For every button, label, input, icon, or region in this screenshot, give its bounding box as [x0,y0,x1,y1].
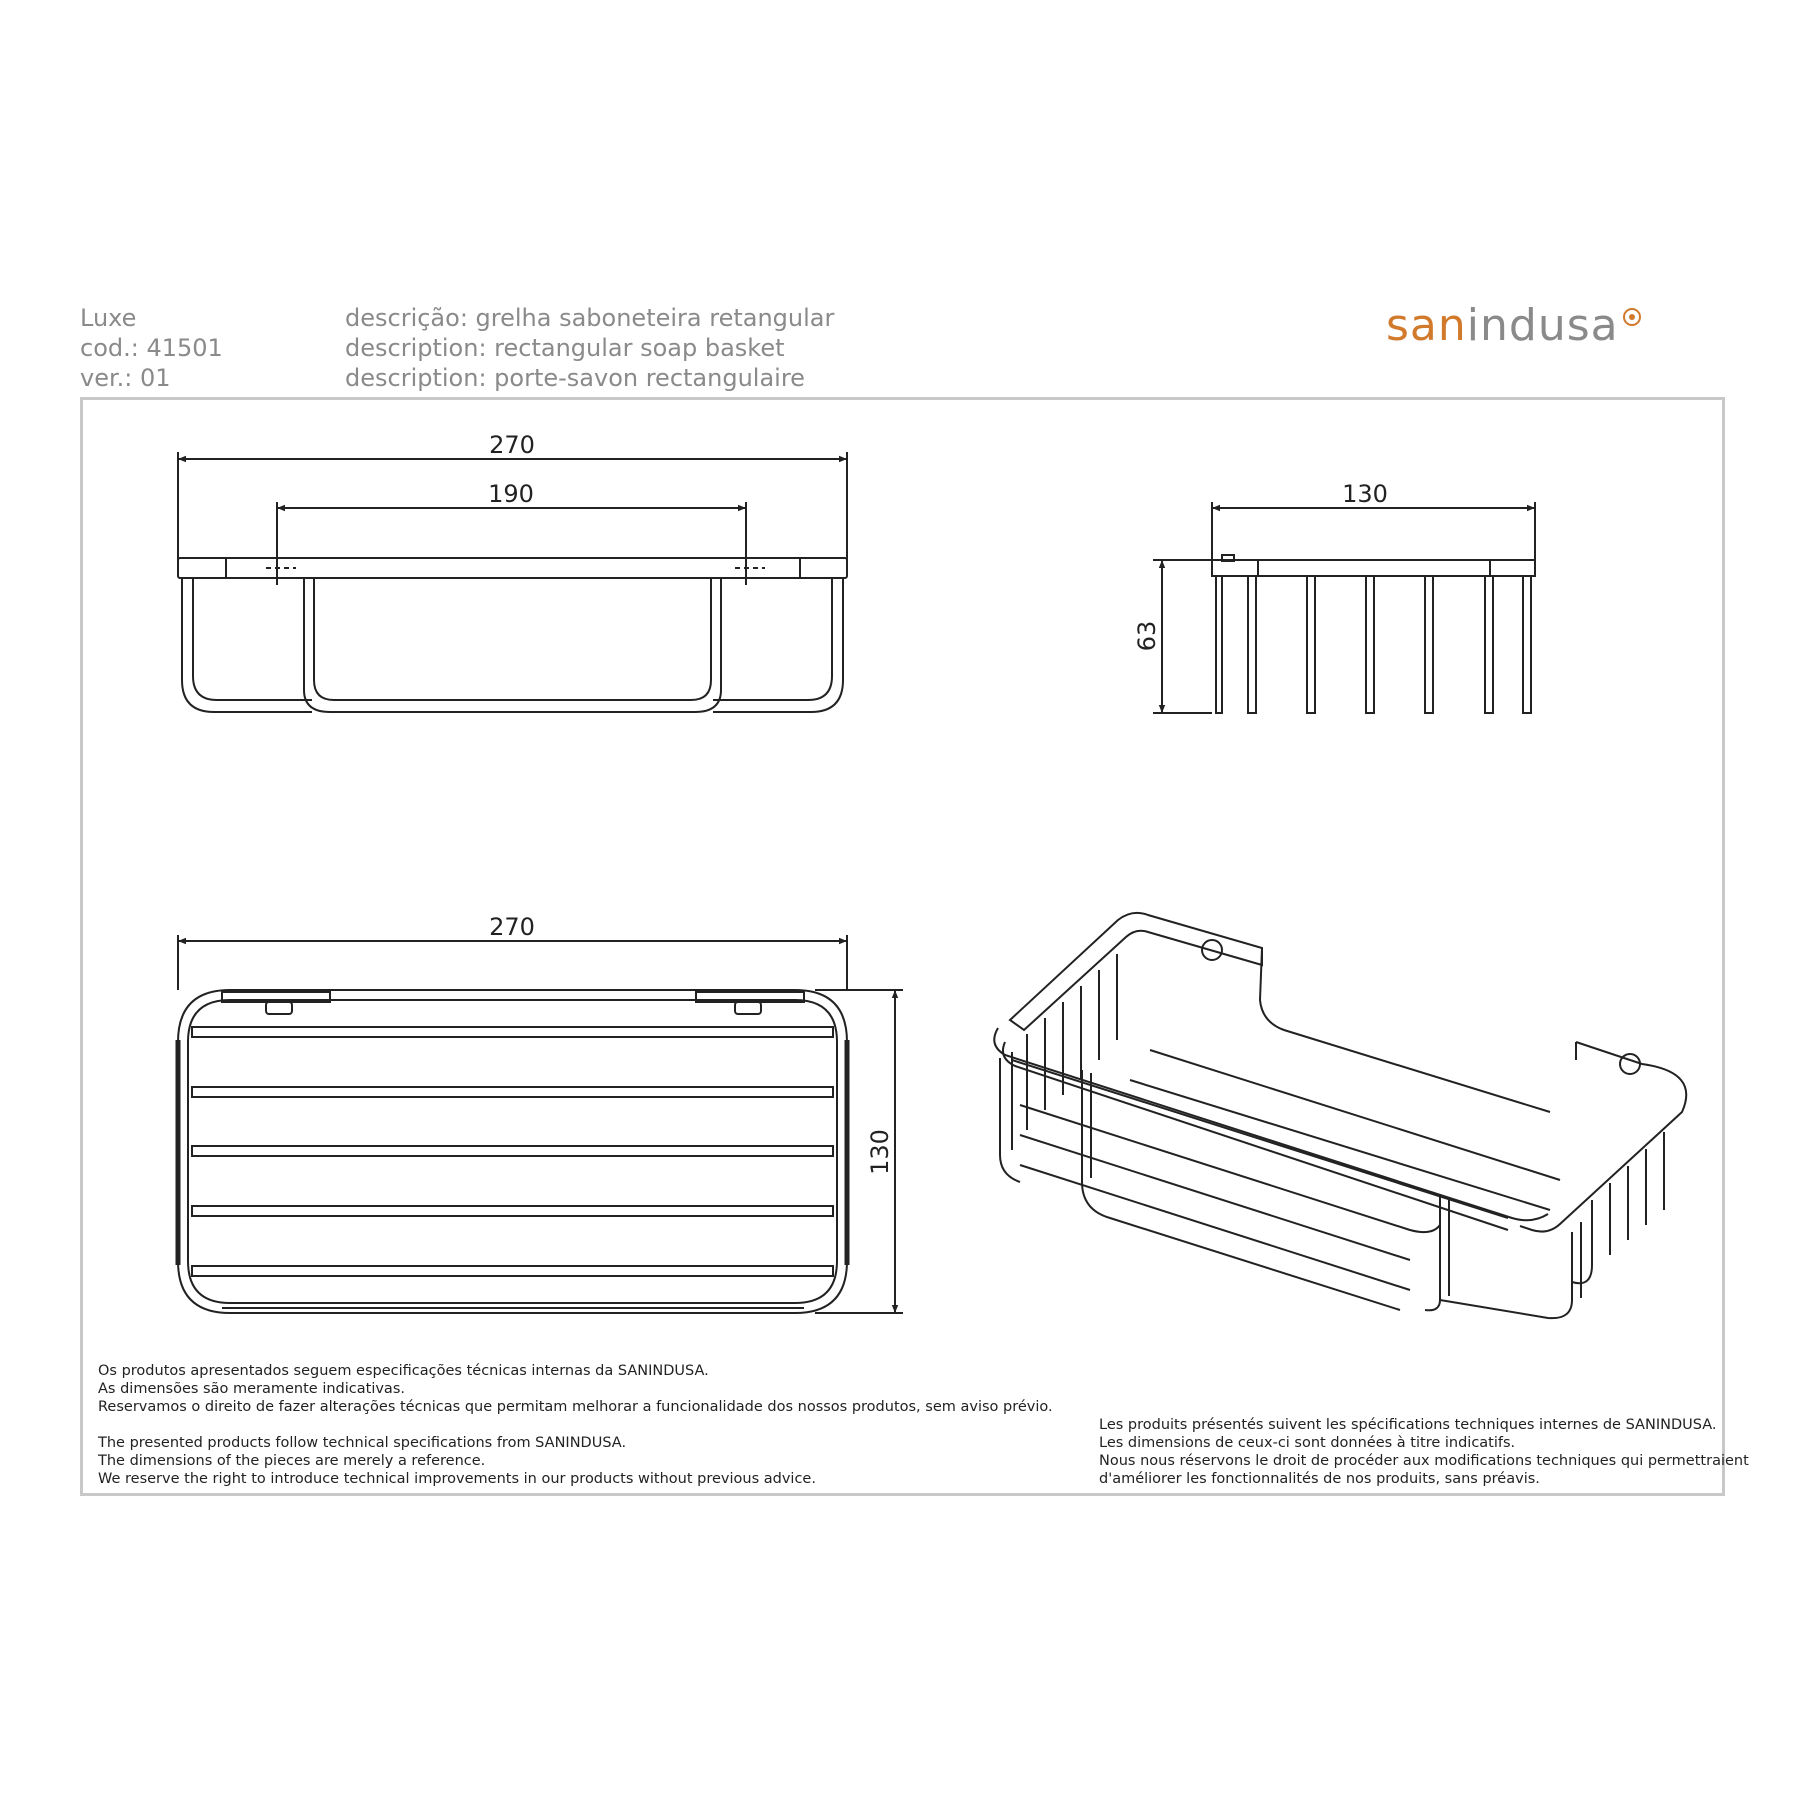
logo-indusa: indusa [1466,300,1619,351]
note-fr-1: Les produits présentés suivent les spécifications techniques internes de SANINDUSA. [1099,1417,1717,1433]
dim-top-depth: 130 [866,1129,894,1175]
isometric-view [994,913,1686,1318]
description-pt: descrição: grelha saboneteira retangular [345,304,835,332]
top-view [178,935,903,1313]
note-fr-2: Les dimensions de ceux-ci sont données à titre indicatifs. [1099,1435,1516,1451]
note-pt-3: Reservamos o direito de fazer alterações técnicas que permitam melhorar a funcionalidade dos nossos produtos, sem aviso prévio. [98,1399,1053,1415]
product-version: ver.: 01 [80,364,171,392]
note-en-1: The presented products follow technical specifications from SANINDUSA. [98,1435,627,1451]
product-code: cod.: 41501 [80,334,223,362]
notes-fr [1099,1416,1749,1488]
side-view [1153,502,1535,713]
note-pt-1: Os produtos apresentados seguem especificações técnicas internas da SANINDUSA. [98,1363,709,1379]
note-fr-3: Nous nous réservons le droit de procéder aux modifications techniques qui permettraient [1099,1453,1749,1469]
dim-side-depth: 130 [1342,480,1388,508]
dim-top-width: 270 [489,913,535,941]
dim-front-holes: 190 [488,480,534,508]
note-en-2: The dimensions of the pieces are merely a reference. [98,1453,486,1469]
note-en-3: We reserve the right to introduce technical improvements in our products without previous advice. [98,1471,816,1487]
notes-pt-en [98,1362,1053,1488]
note-pt-2: As dimensões são meramente indicativas. [98,1381,405,1397]
description-en: description: rectangular soap basket [345,334,785,362]
dim-front-width: 270 [489,431,535,459]
description-fr: description: porte-savon rectangulaire [345,364,805,392]
logo-san: san [1386,300,1467,351]
series-name: Luxe [80,304,137,332]
note-fr-4: d'améliorer les fonctionnalités de nos produits, sans préavis. [1099,1471,1540,1487]
dim-side-height: 63 [1133,620,1161,652]
